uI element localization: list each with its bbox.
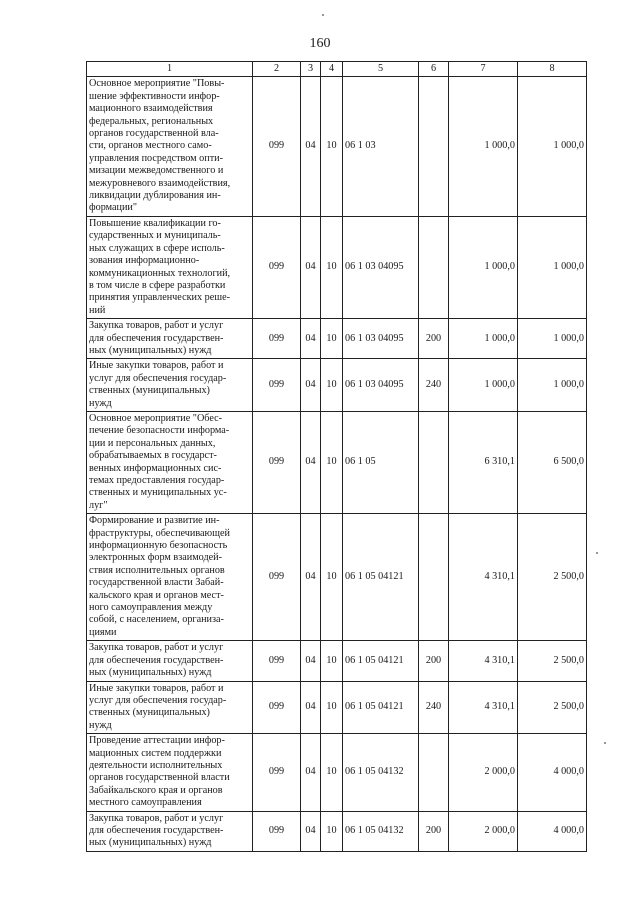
description-line: сти, органов местного само- [89, 140, 212, 152]
amount-year-2: 1 000,0 [518, 77, 587, 216]
expense-description [87, 681, 253, 734]
admin-code: 099 [253, 77, 301, 216]
description-line: печение безопасности информа- [89, 425, 230, 437]
header-cell: 2 [253, 62, 301, 77]
description-line: местного самоуправления [89, 797, 202, 809]
description-line: темах предоставления государ- [89, 475, 225, 486]
amount-year-1: 2 000,0 [449, 811, 518, 851]
header-cell: 3 [301, 62, 321, 77]
table-row [87, 77, 587, 216]
description-line: для обеспечения государствен- [89, 824, 224, 836]
target-article-code: 06 1 05 04121 [343, 641, 419, 681]
amount-year-1: 6 310,1 [449, 411, 518, 513]
expense-type-code [419, 216, 449, 318]
table-row [87, 811, 587, 851]
section-code: 04 [301, 77, 321, 216]
description-line: Формирование и развитие ин- [89, 515, 220, 527]
description-line: Проведение аттестации инфор- [89, 735, 225, 747]
table-row [87, 216, 587, 318]
target-article-code: 06 1 05 [343, 411, 419, 513]
admin-code: 099 [253, 216, 301, 318]
section-code: 04 [301, 514, 321, 641]
description-line: информационную безопасность [89, 540, 228, 552]
expense-type-code [419, 514, 449, 641]
description-line: шение эффективности инфор- [89, 90, 220, 102]
description-line: Иные закупки товаров, работ и [89, 682, 224, 694]
expense-type-code: 200 [419, 811, 449, 851]
table-row [87, 734, 587, 811]
subsection-code: 10 [321, 681, 343, 734]
admin-code: 099 [253, 359, 301, 412]
description-line: нужд [89, 397, 112, 409]
description-line: деятельности исполнительных [89, 759, 223, 771]
amount-year-1: 1 000,0 [449, 77, 518, 216]
table-body [87, 77, 587, 851]
amount-year-2: 2 500,0 [518, 681, 587, 734]
description-line: Иные закупки товаров, работ и [89, 360, 224, 372]
page-number: 160 [309, 36, 331, 51]
expense-type-code: 240 [419, 681, 449, 734]
admin-code: 099 [253, 411, 301, 513]
admin-code: 099 [253, 319, 301, 359]
subsection-code: 10 [321, 319, 343, 359]
description-line: ных (муниципальных) нужд [89, 837, 212, 849]
description-line: ных служащих в сфере исполь- [89, 242, 225, 254]
description-line: для обеспечения государствен- [89, 332, 224, 344]
amount-year-2: 1 000,0 [518, 216, 587, 318]
description-line: принятия управленческих реше- [89, 292, 231, 304]
admin-code: 099 [253, 811, 301, 851]
admin-code: 099 [253, 681, 301, 734]
description-line: ных (муниципальных) нужд [89, 344, 212, 356]
amount-year-1: 1 000,0 [449, 216, 518, 318]
description-line: электронных форм взаимодей- [89, 552, 222, 564]
table-row [87, 641, 587, 681]
description-line: нужд [89, 719, 112, 731]
subsection-code: 10 [321, 359, 343, 412]
amount-year-2: 2 500,0 [518, 514, 587, 641]
expense-description [87, 411, 253, 513]
amount-year-1: 4 310,1 [449, 681, 518, 734]
description-line: Закупка товаров, работ и услуг [89, 812, 224, 824]
description-line: мационного взаимодействия [89, 103, 213, 115]
expense-description [87, 641, 253, 681]
description-line: сударственных и муниципаль- [89, 230, 221, 242]
description-line: обрабатываемых в государст- [89, 450, 217, 462]
description-line: циями [89, 626, 117, 638]
description-line: Закупка товаров, работ и услуг [89, 642, 224, 654]
subsection-code: 10 [321, 641, 343, 681]
description-line: Основное мероприятие "Повы- [89, 78, 225, 90]
expense-description [87, 734, 253, 811]
table-row [87, 359, 587, 412]
target-article-code: 06 1 05 04121 [343, 514, 419, 641]
description-line: мизации межведомственного и [89, 165, 224, 177]
target-article-code: 06 1 03 [343, 77, 419, 216]
description-line: ственных (муниципальных) [89, 707, 210, 719]
description-line: ний [89, 304, 106, 316]
description-line: в том числе в сфере разработки [89, 279, 226, 291]
section-code: 04 [301, 681, 321, 734]
amount-year-2: 2 500,0 [518, 641, 587, 681]
subsection-code: 10 [321, 514, 343, 641]
expense-type-code: 240 [419, 359, 449, 412]
admin-code: 099 [253, 514, 301, 641]
target-article-code: 06 1 03 04095 [343, 216, 419, 318]
description-line: венных информационных сис- [89, 462, 222, 474]
amount-year-1: 4 310,1 [449, 514, 518, 641]
description-line: коммуникационных технологий, [89, 267, 231, 279]
expense-description [87, 216, 253, 318]
description-line: для обеспечения государствен- [89, 654, 224, 666]
amount-year-2: 1 000,0 [518, 359, 587, 412]
description-line: Основное мероприятие "Обес- [89, 412, 223, 424]
expense-type-code [419, 734, 449, 811]
description-line: услуг для обеспечения государ- [89, 372, 227, 384]
description-line: ликвидации дублирования ин- [89, 190, 221, 202]
header-cell: 1 [87, 62, 253, 77]
section-code: 04 [301, 734, 321, 811]
expense-type-code: 200 [419, 319, 449, 359]
section-code: 04 [301, 216, 321, 318]
amount-year-2: 4 000,0 [518, 734, 587, 811]
subsection-code: 10 [321, 216, 343, 318]
target-article-code: 06 1 03 04095 [343, 359, 419, 412]
section-code: 04 [301, 319, 321, 359]
amount-year-1: 1 000,0 [449, 359, 518, 412]
section-code: 04 [301, 641, 321, 681]
expense-description [87, 359, 253, 412]
table-row [87, 514, 587, 641]
expense-description [87, 514, 253, 641]
description-line: услуг для обеспечения государ- [89, 694, 227, 706]
table-row [87, 411, 587, 513]
description-line: федеральных, региональных [89, 115, 214, 127]
description-line: ции и персональных данных, [89, 437, 216, 449]
description-line: органов государственной власти [89, 772, 230, 784]
expense-type-code: 200 [419, 641, 449, 681]
target-article-code: 06 1 05 04132 [343, 811, 419, 851]
description-line: межуровневого взаимодействия, [89, 177, 231, 189]
expense-type-code [419, 77, 449, 216]
description-line: ных (муниципальных) нужд [89, 667, 212, 679]
subsection-code: 10 [321, 811, 343, 851]
expense-description [87, 811, 253, 851]
description-line: Повышение квалификации го- [89, 217, 221, 229]
header-cell: 6 [419, 62, 449, 77]
target-article-code: 06 1 05 04132 [343, 734, 419, 811]
amount-year-2: 1 000,0 [518, 319, 587, 359]
description-line: ствия исполнительных органов [89, 564, 225, 576]
scan-speck [322, 14, 324, 16]
expense-type-code [419, 411, 449, 513]
description-line: государственной власти Забай- [89, 577, 224, 589]
section-code: 04 [301, 811, 321, 851]
scan-speck [604, 742, 606, 744]
table-row [87, 681, 587, 734]
target-article-code: 06 1 05 04121 [343, 681, 419, 734]
amount-year-2: 4 000,0 [518, 811, 587, 851]
subsection-code: 10 [321, 734, 343, 811]
admin-code: 099 [253, 734, 301, 811]
header-cell: 5 [343, 62, 419, 77]
expense-description [87, 319, 253, 359]
amount-year-1: 4 310,1 [449, 641, 518, 681]
description-line: Закупка товаров, работ и услуг [89, 320, 224, 332]
header-cell: 7 [449, 62, 518, 77]
header-cell: 4 [321, 62, 343, 77]
description-line: Забайкальского края и органов [89, 784, 223, 796]
table-row [87, 319, 587, 359]
header-cell: 8 [518, 62, 587, 77]
subsection-code: 10 [321, 77, 343, 216]
section-code: 04 [301, 359, 321, 412]
scan-speck [596, 552, 598, 554]
description-line: кальского края и органов мест- [89, 589, 224, 601]
section-code: 04 [301, 411, 321, 513]
budget-table [86, 61, 587, 852]
description-line: зования информационно- [89, 255, 200, 267]
target-article-code: 06 1 03 04095 [343, 319, 419, 359]
description-line: ственных (муниципальных) [89, 385, 210, 397]
amount-year-1: 2 000,0 [449, 734, 518, 811]
description-line: органов государственной вла- [89, 128, 219, 140]
description-line: ственных и муниципальных ус- [89, 487, 227, 499]
amount-year-2: 6 500,0 [518, 411, 587, 513]
description-line: формации" [89, 202, 138, 214]
description-line: ного самоуправления между [89, 602, 213, 614]
header-row [87, 62, 587, 77]
expense-description [87, 77, 253, 216]
description-line: собой, с населением, организа- [89, 614, 224, 626]
subsection-code: 10 [321, 411, 343, 513]
amount-year-1: 1 000,0 [449, 319, 518, 359]
description-line: мационных систем поддержки [89, 747, 222, 759]
description-line: управления посредством опти- [89, 152, 224, 164]
admin-code: 099 [253, 641, 301, 681]
description-line: фраструктуры, обеспечивающей [89, 527, 230, 539]
description-line: луг" [89, 499, 108, 511]
